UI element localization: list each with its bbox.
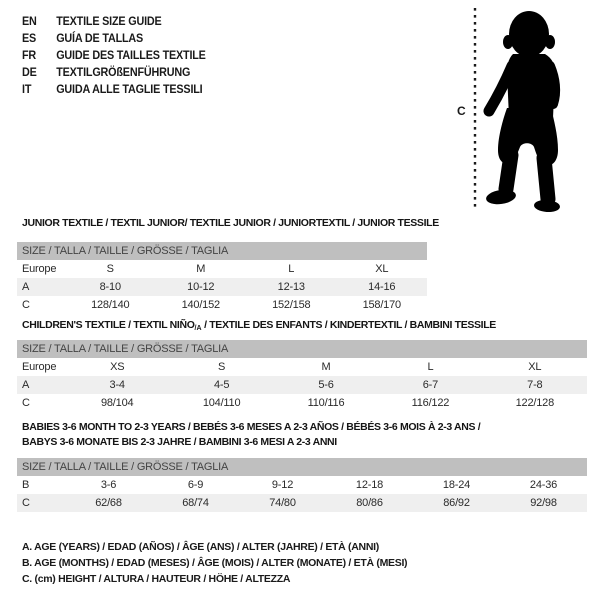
title-part: / TEXTILE DES ENFANTS / KINDERTEXTIL / BAMBINI TESSILE <box>201 319 496 331</box>
table-cell: XL <box>375 263 389 275</box>
table-cell: 9-12 <box>271 479 294 491</box>
lang-row-it <box>22 81 206 98</box>
lang-code: IT <box>22 82 32 96</box>
table-cell: 122/128 <box>515 397 555 409</box>
table-cell: 14-16 <box>368 281 396 293</box>
row-label: B <box>22 479 30 491</box>
title-subscript: /A <box>194 325 202 332</box>
row-label: C <box>22 397 30 409</box>
children-size-table <box>17 340 587 412</box>
table-cell: M <box>321 361 331 373</box>
table-cell: 128/140 <box>91 299 130 311</box>
junior-size-table <box>17 242 427 314</box>
table-cell: 4-5 <box>213 379 230 391</box>
row-label: Europe <box>22 361 57 373</box>
table-row-europe <box>17 260 427 278</box>
table-cell: 6-9 <box>187 479 204 491</box>
language-title-list <box>22 13 206 98</box>
lang-row-fr <box>22 47 206 64</box>
lang-code: DE <box>22 65 37 79</box>
table-cell: 62/68 <box>95 497 122 509</box>
table-row-europe <box>17 358 587 376</box>
legend-line-b: B. AGE (MONTHS) / EDAD (MESES) / ÂGE (MOIS) / ALTER (MONATE) / ETÀ (MESI) <box>22 557 408 569</box>
section-title-junior: JUNIOR TEXTILE / TEXTIL JUNIOR/ TEXTILE JUNIOR / JUNIORTEXTIL / JUNIOR TESSILE <box>22 217 439 229</box>
lang-code: EN <box>22 14 37 28</box>
table-cell: 18-24 <box>442 479 471 491</box>
height-measure-figure <box>455 0 600 220</box>
table-cell: 12-18 <box>355 479 384 491</box>
title-line: BABIES 3-6 MONTH TO 2-3 YEARS / BEBÉS 3-6 MESES A 2-3 AÑOS / BÉBÉS 3-6 MOIS À 2-3 ANS / <box>22 421 481 433</box>
table-cell: XS <box>110 361 125 373</box>
lang-row-en <box>22 13 206 30</box>
table-cell: 140/152 <box>181 299 220 311</box>
lang-row-es <box>22 30 206 47</box>
table-cell: 5-6 <box>318 379 334 391</box>
table-cell: 3-6 <box>100 479 117 491</box>
table-cell: 24-36 <box>529 479 558 491</box>
table-cell: 98/104 <box>100 397 134 409</box>
baby-silhouette-icon <box>455 0 600 220</box>
row-label: Europe <box>22 263 57 275</box>
legend-line-c: C. (cm) HEIGHT / ALTURA / HAUTEUR / HÖHE / ALTEZZA <box>22 573 291 585</box>
lang-label: GUIDA ALLE TAGLIE TESSILI <box>56 82 203 96</box>
table-row-age <box>17 376 587 394</box>
table-cell: 92/98 <box>530 497 557 509</box>
lang-label: GUÍA DE TALLAS <box>56 31 144 45</box>
table-cell: L <box>427 361 434 373</box>
table-cell: XL <box>528 361 542 373</box>
table-header-row: SIZE / TALLA / TAILLE / GRÖSSE / TAGLIA <box>17 242 427 260</box>
table-cell: 80/86 <box>356 497 383 509</box>
table-cell: 3-4 <box>109 379 125 391</box>
table-row-age <box>17 278 427 296</box>
table-cell: 68/74 <box>182 497 209 509</box>
table-row-height <box>17 394 587 412</box>
measure-label-c: C <box>457 104 466 118</box>
table-cell: 158/170 <box>362 299 401 311</box>
table-cell: 10-12 <box>187 281 215 293</box>
table-row-height <box>17 296 427 314</box>
table-cell: 7-8 <box>527 379 543 391</box>
row-label: A <box>22 281 30 293</box>
table-cell: 116/122 <box>411 397 450 409</box>
section-title-babies <box>22 420 480 450</box>
table-cell: L <box>288 263 295 275</box>
title-line: BABYS 3-6 MONATE BIS 2-3 JAHRE / BAMBINI 3-6 MESI A 2-3 ANNI <box>22 436 337 448</box>
row-label: C <box>22 497 30 509</box>
lang-code: FR <box>22 48 37 62</box>
table-cell: S <box>106 263 114 275</box>
lang-label: TEXTILGRÖßENFÜHRUNG <box>56 65 191 79</box>
table-cell: 110/116 <box>307 397 345 409</box>
lang-label: GUIDE DES TAILLES TEXTILE <box>56 48 206 62</box>
table-cell: 12-13 <box>277 281 305 293</box>
lang-code: ES <box>22 31 37 45</box>
row-label: A <box>22 379 30 391</box>
table-cell: 86/92 <box>443 497 470 509</box>
table-cell: 104/110 <box>202 397 241 409</box>
legend-line-a: A. AGE (YEARS) / EDAD (AÑOS) / ÂGE (ANS) / ALTER (JAHRE) / ETÀ (ANNI) <box>22 541 379 553</box>
title-part: CHILDREN'S TEXTILE / TEXTIL NIÑO <box>22 319 195 331</box>
measure-legend <box>22 539 407 587</box>
lang-label: TEXTILE SIZE GUIDE <box>56 14 162 28</box>
table-row-age-months <box>17 476 587 494</box>
row-label: C <box>22 299 30 311</box>
section-title-children <box>22 319 496 332</box>
table-cell: S <box>218 361 226 373</box>
babies-size-table <box>17 458 587 512</box>
table-cell: M <box>196 263 206 275</box>
table-row-height <box>17 494 587 512</box>
table-cell: 6-7 <box>422 379 439 391</box>
table-header-row: SIZE / TALLA / TAILLE / GRÖSSE / TAGLIA <box>17 458 587 476</box>
table-header-row: SIZE / TALLA / TAILLE / GRÖSSE / TAGLIA <box>17 340 587 358</box>
table-cell: 152/158 <box>272 299 311 311</box>
table-cell: 8-10 <box>99 281 121 293</box>
table-cell: 74/80 <box>269 497 296 509</box>
lang-row-de <box>22 64 206 81</box>
